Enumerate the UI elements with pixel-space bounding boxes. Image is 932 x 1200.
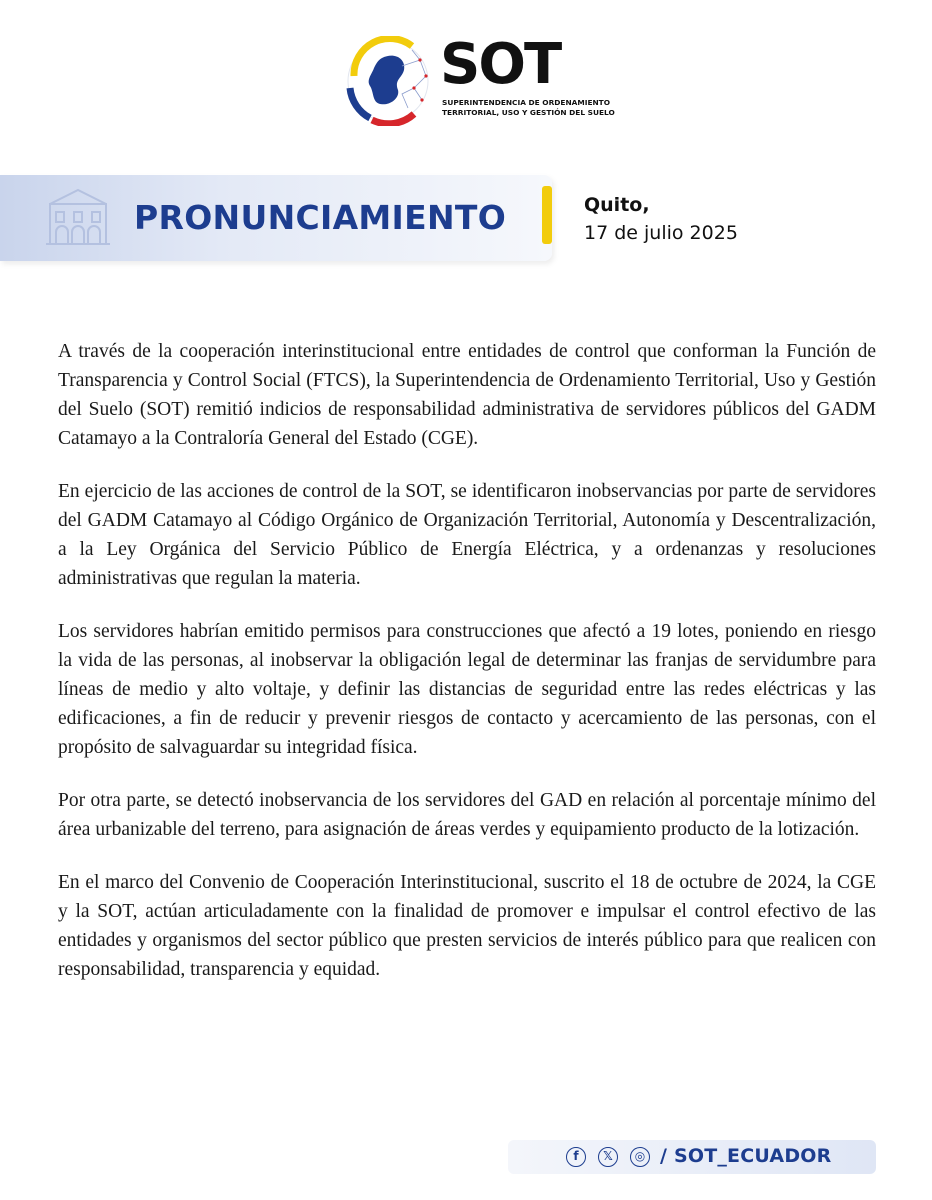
logo-subtitle-line-2: TERRITORIAL, USO Y GESTIÓN DEL SUELO bbox=[442, 108, 615, 117]
facebook-icon[interactable]: f bbox=[566, 1147, 586, 1167]
document-title: PRONUNCIAMIENTO bbox=[134, 198, 507, 237]
paragraph-1: A través de la cooperación interinstitucional entre entidades de control que conforman la Función de Transparencia y Control Social (FTCS), la Superintendencia de Ordenamiento Territorial, Uso y Gestión del Suelo (SOT) remitió indicios de responsabilidad administrativa de servidores públicos del GADM Catamayo a la Contraloría General del Estado (CGE). bbox=[58, 341, 876, 449]
document-place: Quito, bbox=[584, 194, 650, 216]
logo-subtitle-line-1: SUPERINTENDENCIA DE ORDENAMIENTO bbox=[442, 98, 611, 107]
statement-body bbox=[58, 337, 876, 1008]
building-icon bbox=[40, 184, 116, 248]
logo-subtitle bbox=[442, 98, 615, 118]
paragraph-5: En el marco del Convenio de Cooperación Interinstitucional, suscrito el 18 de octubre de 2024, la CGE y la SOT, actúan articuladamente con la finalidad de promover e impulsar el control efectivo de las entidades y organismos del sector público que presten servicios de interés público para que realicen con responsabilidad, transparencia y equidad. bbox=[58, 872, 876, 980]
banner-accent-bar bbox=[542, 186, 552, 244]
instagram-icon[interactable]: ◎ bbox=[630, 1147, 650, 1167]
paragraph-2: En ejercicio de las acciones de control de la SOT, se identificaron inobservancias por parte de servidores del GADM Catamayo al Código Orgánico de Organización Territorial, Autonomía y Descentralización, a la Ley Orgánica del Servicio Público de Energía Eléctrica, y a ordenanzas y resoluciones administrativas que regulan la materia. bbox=[58, 481, 876, 589]
x-twitter-icon[interactable]: 𝕏 bbox=[598, 1147, 618, 1167]
logo-wordmark: SOT bbox=[440, 32, 561, 97]
document-date: 17 de julio 2025 bbox=[584, 222, 738, 244]
social-handle[interactable]: / SOT_ECUADOR bbox=[660, 1145, 832, 1167]
sot-logo bbox=[342, 32, 615, 126]
paragraph-3: Los servidores habrían emitido permisos para construcciones que afectó a 19 lotes, poniendo en riesgo la vida de las personas, al inobservar la obligación legal de determinar las franjas de servidumbre para líneas de medio y alto voltaje, y definir las distancias de seguridad entre las redes eléctricas y las edificaciones, a fin de reducir y prevenir riesgos de contacto y acercamiento de las personas, con el propósito de salvaguardar su integridad física. bbox=[58, 621, 876, 758]
ecuador-map-emblem-icon bbox=[342, 36, 434, 126]
paragraph-4: Por otra parte, se detectó inobservancia de los servidores del GAD en relación al porcentaje mínimo del área urbanizable del terreno, para asignación de áreas verdes y equipamiento producto de la lotización. bbox=[58, 790, 876, 840]
